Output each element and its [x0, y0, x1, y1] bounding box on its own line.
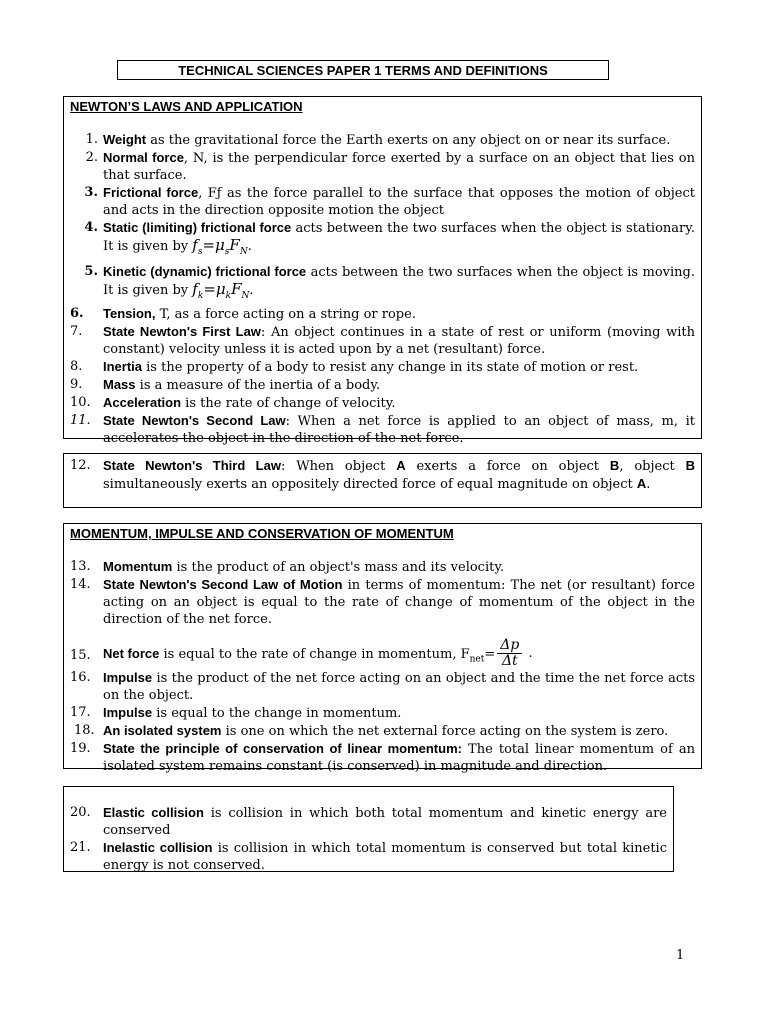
definition-item: 20. Elastic collision is collision in which both total momentum and kinetic energy are conserved: [70, 805, 667, 838]
definition-item: 17. Impulse is equal to the change in momentum.: [70, 705, 402, 721]
definition-item: 5. Kinetic (dynamic) frictional force acts between the two surfaces when the object is moving. It is given by $f_k=\mu_kF_N$.: [84, 264, 695, 301]
definition-item: 18. An isolated system is one on which the net external force acting on the system is zero.: [74, 723, 669, 739]
definition-item: 6. Tension, T, as a force acting on a string or rope.: [70, 306, 416, 322]
definition-item: 10. Acceleration is the rate of change of velocity.: [70, 395, 396, 411]
definition-item: 21. Inelastic collision is collision in which total momentum is conserved but total kinetic energy is not conserved.: [70, 840, 667, 873]
definition-item: 2. Normal force, N, is the perpendicular force exerted by a surface on an object that lies on that surface.: [85, 150, 695, 183]
document-title: TECHNICAL SCIENCES PAPER 1 TERMS AND DEFINITIONS: [117, 60, 609, 80]
page-number: 1: [676, 948, 685, 963]
definition-item: 15. Net force is equal to the rate of change in momentum, $F_{net}=$ $\frac{\Delta p}{\Delta t}$ .: [70, 637, 533, 669]
momentum-section: [63, 523, 702, 774]
definition-item: 13. Momentum is the product of an object's mass and its velocity.: [70, 559, 505, 575]
definition-item: 9. Mass is a measure of the inertia of a body.: [70, 377, 381, 393]
definition-item: 7. State Newton's First Law: An object continues in a state of rest or uniform (moving with constant) velocity unless it is acted upon by a net (resultant) force.: [70, 324, 695, 357]
definition-item: 16. Impulse is the product of the net force acting on an object and the time the net force acts on the object.: [70, 670, 695, 703]
definition-item: 8. Inertia is the property of a body to resist any change in its state of motion or rest.: [70, 359, 639, 375]
definition-item: 3. Frictional force, Fƒ as the force parallel to the surface that opposes the motion of object and acts in the direction opposite motion the object: [84, 185, 695, 218]
definition-item: 19. State the principle of conservation of linear momentum: The total linear momentum of an isolated system remains constant (is conserved) in magnitude and direction.: [70, 741, 695, 774]
definition-item: 11. State Newton's Second Law: When a net force is applied to an object of mass, m, it accelerates the object in the direction of the net force.: [70, 413, 696, 446]
newtons-laws-section: [63, 96, 702, 446]
definition-item: 4. Static (limiting) frictional force acts between the two surfaces when the object is stationary. It is given by $f_s=\mu_sF_N$.: [84, 220, 695, 257]
section-heading-momentum: MOMENTUM, IMPULSE AND CONSERVATION OF MOMENTUM: [70, 526, 454, 541]
kinetic-friction-formula: $f_k=\mu_kF_N$: [192, 280, 250, 301]
definition-item: 14. State Newton's Second Law of Motion in terms of momentum: The net (or resultant) force acting on an object is equal to the rate of change of momentum of the object in the direction of the net force.: [70, 577, 695, 627]
section-heading-newtons-laws: NEWTON’S LAWS AND APPLICATION: [70, 99, 303, 114]
net-force-fraction: $\frac{\Delta p}{\Delta t}$: [497, 638, 522, 669]
third-law-section: [63, 453, 702, 508]
definition-item: 12. State Newton's Third Law: When object A exerts a force on object B, object B simultaneously exerts an oppositely directed force of equal magnitude on object A.: [70, 458, 695, 492]
definition-item: 1. Weight as the gravitational force the Earth exerts on any object on or near its surface.: [85, 132, 671, 148]
collisions-section: [63, 786, 674, 872]
static-friction-formula: $f_s=\mu_sF_N$: [192, 236, 248, 257]
